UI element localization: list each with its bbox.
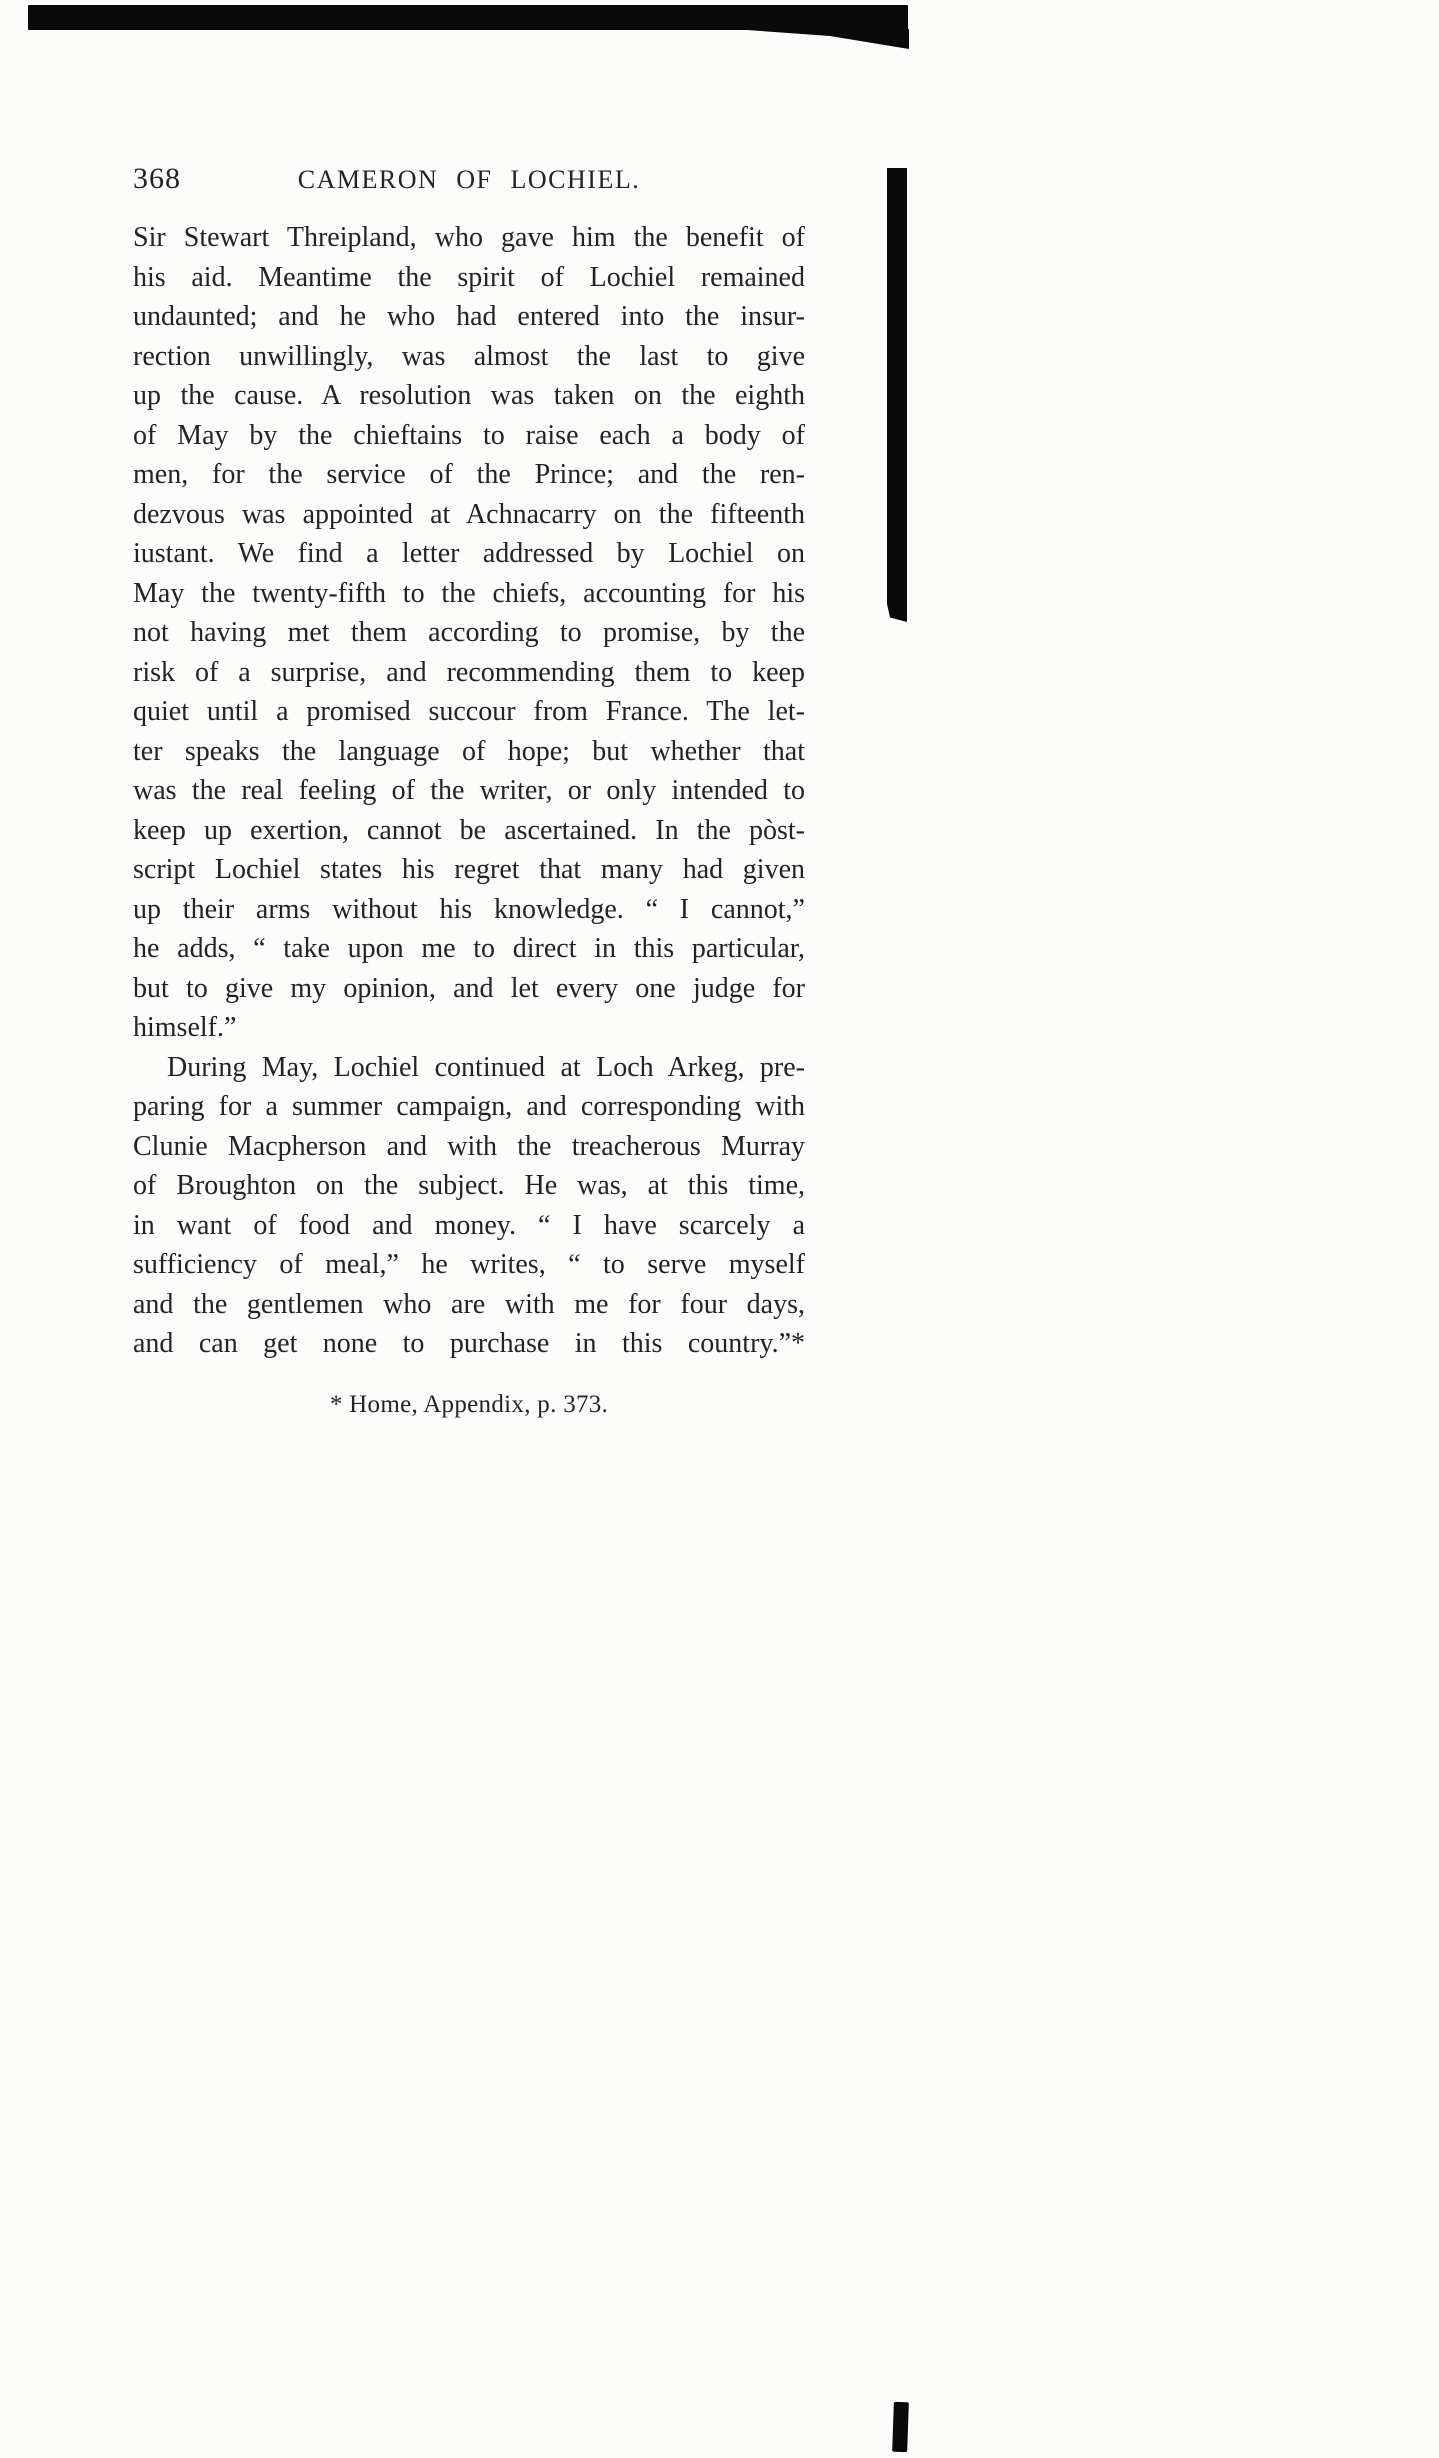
text-line: During May, Lochiel continued at Loch Arkeg, pre- [167,1051,805,1083]
text-line: Sir Stewart Threipland, who gave him the benefit of [133,222,805,253]
scan-artifact-top-bar [28,5,908,30]
text-line: ter speaks the language of hope; but whether that [133,735,805,767]
text-line: rection unwillingly, was almost the last to give [133,340,805,372]
page-number: 368 [133,162,181,195]
text-line: was the real feeling of the writer, or only intended to [133,775,805,806]
text-line: May the twenty-fifth to the chiefs, accounting for his [133,577,805,609]
page-header [133,160,805,218]
footnote: * Home, Appendix, p. 373. [329,1390,609,1418]
text-line: in want of food and money. “ I have scarcely a [133,1209,805,1241]
text-line: but to give my opinion, and let every one judge for [133,972,805,1004]
page-content [133,160,805,1419]
text-line: himself.” [133,1012,237,1043]
body-text [133,218,805,1364]
scan-artifact-top-wedge [733,29,909,49]
text-line: paring for a summer campaign, and corresponding with [133,1091,805,1122]
text-line: his aid. Meantime the spirit of Lochiel remained [133,261,805,293]
text-line: script Lochiel states his regret that many had given [133,854,805,885]
text-line: and the gentlemen who are with me for four days, [133,1288,805,1320]
scan-artifact-bottom-mark [892,2402,909,2452]
text-line: undaunted; and he who had entered into the insur- [133,301,805,332]
text-line: of Broughton on the subject. He was, at this time, [133,1170,805,1201]
text-line: men, for the service of the Prince; and the ren- [133,459,805,490]
text-line: and can get none to purchase in this country.”* [133,1328,805,1359]
text-line: up their arms without his knowledge. “ I cannot,” [133,893,805,925]
text-line: risk of a surprise, and recommending them to keep [133,656,805,688]
scan-artifact-right-bar [887,168,907,622]
text-line: iustant. We find a letter addressed by Lochiel on [133,538,805,569]
text-line: dezvous was appointed at Achnacarry on the fifteenth [133,498,805,530]
text-line: quiet until a promised succour from France. The let- [133,696,805,727]
text-line: up the cause. A resolution was taken on the eighth [133,380,805,411]
text-line: he adds, “ take upon me to direct in this particular, [133,933,805,964]
text-line: sufficiency of meal,” he writes, “ to serve myself [133,1249,805,1280]
text-line: of May by the chieftains to raise each a body of [133,419,805,451]
text-line: not having met them according to promise, by the [133,617,805,648]
text-line: Clunie Macpherson and with the treacherous Murray [133,1130,805,1162]
text-line: keep up exertion, cannot be ascertained. In the pòst- [133,814,805,846]
running-title: CAMERON OF LOCHIEL. [297,165,641,194]
